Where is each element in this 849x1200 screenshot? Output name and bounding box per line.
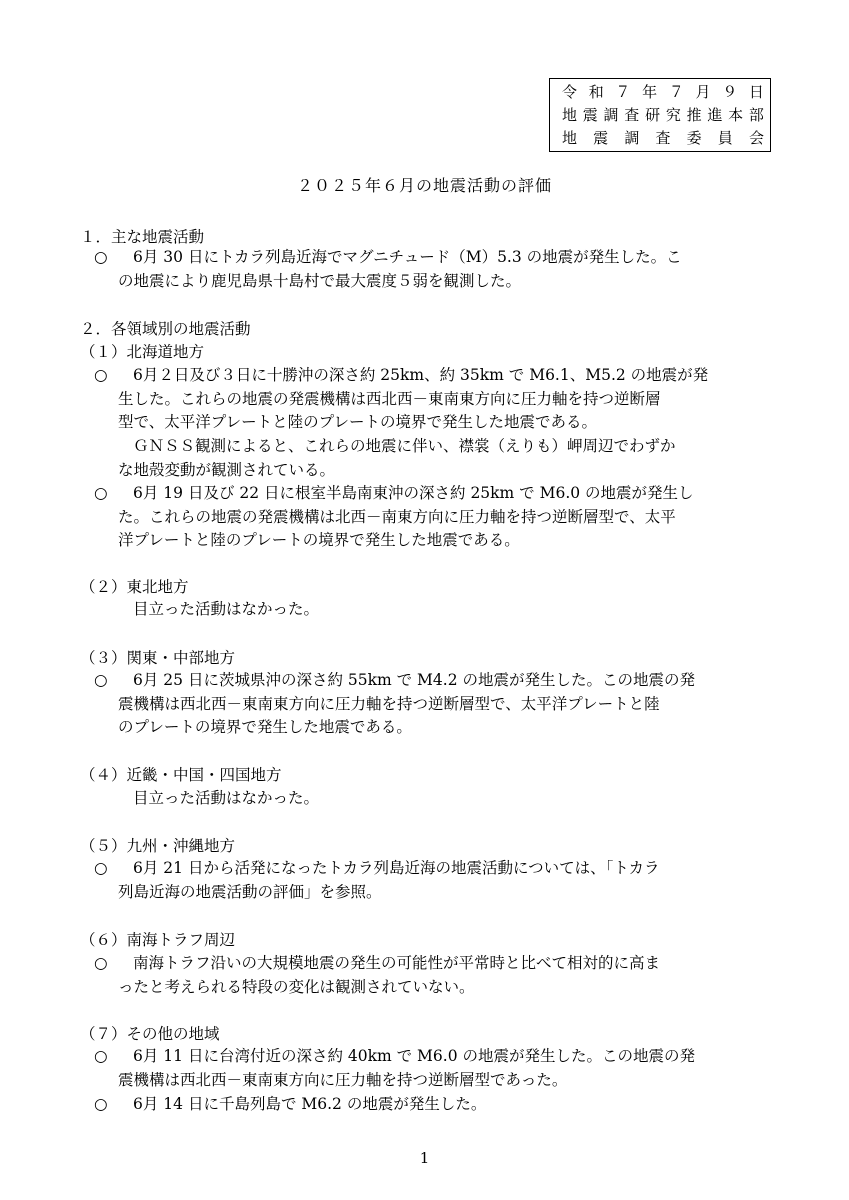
s1-b1-line-2: の地震により鹿児島県十島村で最大震度５弱を観測した。: [118, 272, 522, 290]
kanto-b1-line-3: のプレートの境界で発生した地震である。: [118, 718, 412, 736]
bullet-circle: ○: [94, 366, 108, 384]
bullet-circle: ○: [94, 484, 108, 502]
hokkaido-b2-line-2: た。これらの地震の発震機構は北西－南東方向に圧力軸を持つ逆断層型で、太平: [118, 508, 676, 526]
hokkaido-b1-line-2: 生した。これらの地震の発震機構は西北西－東南東方向に圧力軸を持つ逆断層: [118, 390, 661, 408]
hokkaido-b2-line-1: 6月 19 日及び 22 日に根室半島南東沖の深さ約 25km で M6.0 の地震が発生し: [133, 484, 694, 502]
bullet-circle: ○: [94, 859, 108, 877]
tohoku-text: 目立った活動はなかった。: [133, 600, 320, 618]
bullet-circle: ○: [94, 671, 108, 689]
section-2-heading: ２．各領域別の地震活動: [80, 320, 251, 338]
header-committee: 地 震 調 査 委 員 会: [562, 129, 764, 147]
page-number: 1: [419, 1149, 430, 1167]
kinki-text: 目立った活動はなかった。: [133, 789, 320, 807]
section-1-heading: １．主な地震活動: [80, 228, 205, 246]
other-heading: （７）その他の地域: [80, 1025, 220, 1043]
hokkaido-b1-line-3: 型で、太平洋プレートと陸のプレートの境界で発生した地震である。: [118, 413, 597, 431]
kanto-b1-line-1: 6月 25 日に茨城県沖の深さ約 55km で M4.2 の地震が発生した。この地震の発: [133, 671, 695, 689]
header-box: [549, 78, 771, 152]
nankai-b1-line-2: ったと考えられる特段の変化は観測されていない。: [118, 978, 475, 996]
kanto-heading: （３）関東・中部地方: [80, 649, 236, 667]
kyushu-heading: （５）九州・沖縄地方: [80, 837, 236, 855]
other-b1-line-1: 6月 11 日に台湾付近の深さ約 40km で M6.0 の地震が発生した。この地震の発: [133, 1047, 695, 1065]
bullet-circle: ○: [94, 248, 108, 266]
kinki-heading: （４）近畿・中国・四国地方: [80, 766, 282, 784]
nankai-b1-line-1: 南海トラフ沿いの大規模地震の発生の可能性が平常時と比べて相対的に高ま: [133, 954, 661, 972]
document-title: ２０２５年６月の地震活動の評価: [296, 176, 552, 195]
header-org: 地 震 調 査 研 究 推 進 本 部: [562, 106, 764, 124]
hokkaido-b2-line-3: 洋プレートと陸のプレートの境界で発生した地震である。: [118, 531, 520, 549]
hokkaido-b1-line-5: な地殻変動が観測されている。: [118, 461, 336, 479]
s1-b1-line-1: 6月 30 日にトカラ列島近海でマグニチュード（M）5.3 の地震が発生した。こ: [133, 248, 682, 266]
nankai-heading: （６）南海トラフ周辺: [80, 931, 236, 949]
hokkaido-heading: （１）北海道地方: [80, 343, 205, 361]
bullet-circle: ○: [94, 954, 108, 972]
tohoku-heading: （２）東北地方: [80, 578, 189, 596]
hokkaido-b1-line-4: ＧＮＳＳ観測によると、これらの地震に伴い、襟裳（えりも）岬周辺でわずか: [133, 437, 676, 455]
kanto-b1-line-2: 震機構は西北西－東南東方向に圧力軸を持つ逆断層型で、太平洋プレートと陸: [118, 695, 660, 713]
bullet-circle: ○: [94, 1095, 108, 1113]
other-b2-line-1: 6月 14 日に千島列島で M6.2 の地震が発生した。: [133, 1095, 487, 1113]
bullet-circle: ○: [94, 1047, 108, 1065]
kyushu-b1-line-2: 列島近海の地震活動の評価」を参照。: [118, 883, 382, 901]
other-b1-line-2: 震機構は西北西－東南東方向に圧力軸を持つ逆断層型であった。: [118, 1071, 568, 1089]
header-date: 令 和 ７ 年 ７ 月 ９ 日: [562, 83, 764, 101]
kyushu-b1-line-1: 6月 21 日から活発になったトカラ列島近海の地震活動については、「トカラ: [133, 859, 660, 877]
hokkaido-b1-line-1: 6月２日及び３日に十勝沖の深さ約 25km、約 35km で M6.1、M5.2 の地震が発: [133, 366, 709, 384]
